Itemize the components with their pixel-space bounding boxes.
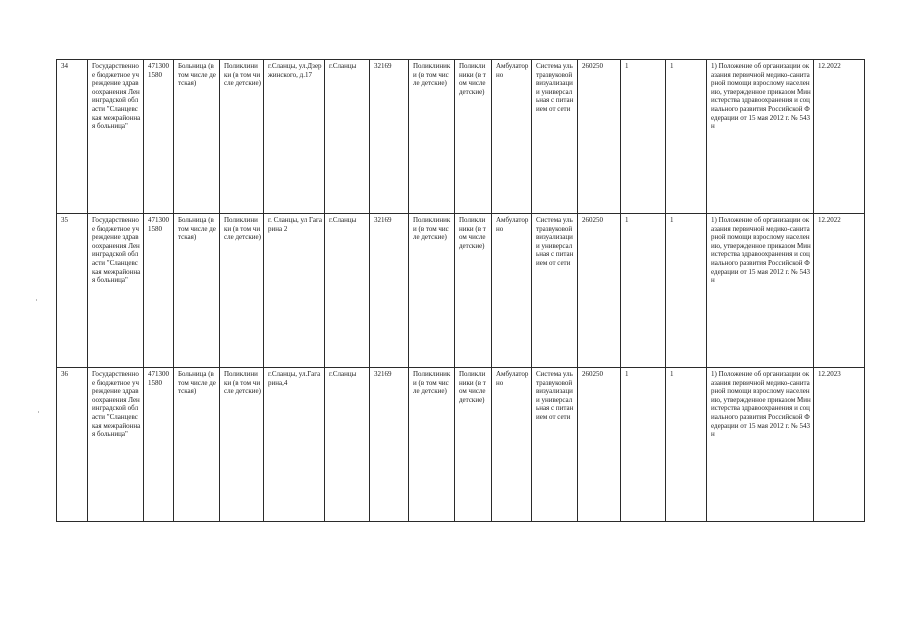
care-form: Амбулаторно xyxy=(492,368,532,522)
scan-speck xyxy=(36,299,37,301)
organization-name: Государственное бюджетное учреждение здравоохранения Ленинградской области "Сланцевская межрайонная больница" xyxy=(88,368,144,522)
index-code: 32169 xyxy=(370,60,409,214)
quantity-required: 1 xyxy=(621,368,666,522)
index-code: 32169 xyxy=(370,368,409,522)
organization-type: Больница (в том числе детская) xyxy=(174,368,220,522)
device-name: Система ультразвуковой визуализации универсальная с питанием от сети xyxy=(532,60,578,214)
device-name: Система ультразвуковой визуализации универсальная с питанием от сети xyxy=(532,214,578,368)
unit-type: Поликлиники (в том числе детские) xyxy=(220,368,264,522)
organization-code: 4713001580 xyxy=(144,214,174,368)
table-row xyxy=(57,214,865,368)
row-number: 36 xyxy=(57,368,88,522)
city: г.Сланцы xyxy=(325,368,370,522)
quantity-required: 1 xyxy=(621,60,666,214)
table-row xyxy=(57,60,865,214)
quantity-planned: 1 xyxy=(666,368,707,522)
subdepartment: Поликлиники (в том числе детские) xyxy=(455,60,492,214)
delivery-date: 12.2022 xyxy=(814,60,865,214)
department: Поликлиники (в том числе детские) xyxy=(409,60,455,214)
address: г.Сланцы, ул.Гагарина,4 xyxy=(264,368,325,522)
subdepartment: Поликлиники (в том числе детские) xyxy=(455,214,492,368)
device-code: 260250 xyxy=(578,60,621,214)
quantity-planned: 1 xyxy=(666,60,707,214)
care-form: Амбулаторно xyxy=(492,214,532,368)
regulatory-requirement: 1) Положение об организации оказания первичной медико-санитарной помощи взрослому населению, утвержденное приказом Министерства здравоохранения и социального развития Российской Федерации от 15 мая 2012 г. № 543н xyxy=(707,214,814,368)
organization-name: Государственное бюджетное учреждение здравоохранения Ленинградской области "Сланцевская межрайонная больница" xyxy=(88,214,144,368)
organization-code: 4713001580 xyxy=(144,60,174,214)
delivery-date: 12.2022 xyxy=(814,214,865,368)
organization-name: Государственное бюджетное учреждение здравоохранения Ленинградской области "Сланцевская межрайонная больница" xyxy=(88,60,144,214)
organization-type: Больница (в том числе детская) xyxy=(174,60,220,214)
device-code: 260250 xyxy=(578,368,621,522)
city: г.Сланцы xyxy=(325,60,370,214)
quantity-planned: 1 xyxy=(666,214,707,368)
row-number: 35 xyxy=(57,214,88,368)
unit-type: Поликлиники (в том числе детские) xyxy=(220,214,264,368)
regulatory-requirement: 1) Положение об организации оказания первичной медико-санитарной помощи взрослому населению, утвержденное приказом Министерства здравоохранения и социального развития Российской Федерации от 15 мая 2012 г. № 543н xyxy=(707,368,814,522)
city: г.Сланцы xyxy=(325,214,370,368)
table-row xyxy=(57,368,865,522)
department: Поликлиники (в том числе детские) xyxy=(409,214,455,368)
subdepartment: Поликлиники (в том числе детские) xyxy=(455,368,492,522)
unit-type: Поликлиники (в том числе детские) xyxy=(220,60,264,214)
equipment-table xyxy=(56,59,865,522)
delivery-date: 12.2023 xyxy=(814,368,865,522)
quantity-required: 1 xyxy=(621,214,666,368)
device-code: 260250 xyxy=(578,214,621,368)
regulatory-requirement: 1) Положение об организации оказания первичной медико-санитарной помощи взрослому населению, утвержденное приказом Министерства здравоохранения и социального развития Российской Федерации от 15 мая 2012 г. № 543н xyxy=(707,60,814,214)
index-code: 32169 xyxy=(370,214,409,368)
scan-speck xyxy=(38,411,39,413)
organization-type: Больница (в том числе детская) xyxy=(174,214,220,368)
row-number: 34 xyxy=(57,60,88,214)
organization-code: 4713001580 xyxy=(144,368,174,522)
device-name: Система ультразвуковой визуализации универсальная с питанием от сети xyxy=(532,368,578,522)
address: г.Сланцы, ул.Дзержинского, д.17 xyxy=(264,60,325,214)
address: г. Сланцы, ул Гагарина 2 xyxy=(264,214,325,368)
department: Поликлиники (в том числе детские) xyxy=(409,368,455,522)
care-form: Амбулаторно xyxy=(492,60,532,214)
